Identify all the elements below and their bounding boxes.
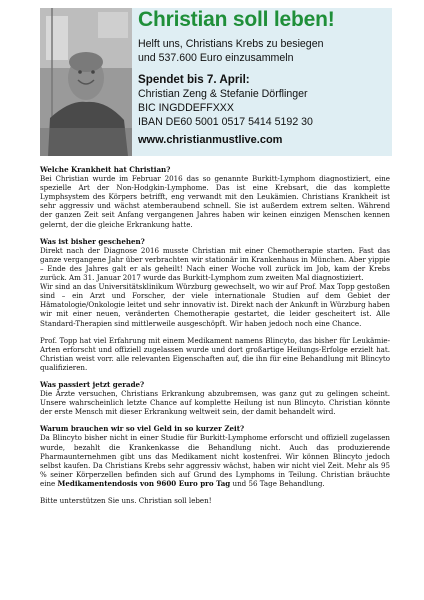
patient-portrait-image — [40, 8, 132, 156]
christian-photo — [40, 8, 132, 156]
section-body-current: Die Ärzte versuchen, Christians Erkrankung abzubremsen, was ganz gut zu gelingen scheint. Unsere wahrscheinlich letzte Chance auf komplette Heilung ist nun Blincyto. Christian könnte der erste Mensch mit dieser Erkrankung weltweit sein, der damit behandelt wird. — [40, 389, 390, 417]
bank-details — [138, 87, 313, 129]
money-text: Da Blincyto bisher nicht in einer Studie für Burkitt-Lymphome erforscht und offiziell zugelassen wurde, bezahlt die Krankenkasse die Behandlung nicht. Auch das produzierende Pharmaunternehmen gibt uns das Medikament nicht kostenfrei. Wir können Blincyto jedoch selbst kaufen. Da Christians Krebs sehr aggressiv wächst, haben wir nicht viel Zeit. Mehr als 95 % seiner Körperzellen befinden sich auf Grund des Lymphoms in Teilung. Christian bräuchte eine — [40, 433, 390, 488]
section-body-disease: Bei Christian wurde im Februar 2016 das so genannte Burkitt-Lymphom diagnostiziert, eine spezielle Art der Non-Hodgkin-Lymphome. Das ist eine Krebsart, die das komplette Lymphsystem des Körpers betrifft, eng verwandt mit den Leukämien. Christians Krankheit ist sehr aggressiv und wächst atemberaubend schnell. Sie ist außerdem extrem selten. Während der ganzen Zeit seit Anfang vergangenen Jahres haben wir keinen einzigen Menschen kennen gelernt, der die gleiche Erkrankung hatte. — [40, 174, 390, 229]
banner-subtitle-line1: Helft uns, Christians Krebs zu besiegen — [138, 38, 324, 50]
iban-code: IBAN DE60 5001 0517 5414 5192 30 — [138, 116, 313, 128]
closing-line: Bitte unterstützen Sie uns. Christian soll leben! — [40, 496, 212, 505]
money-text-end: Behandlung. — [276, 478, 325, 488]
section-heading-disease: Welche Krankheit hat Christian? — [40, 165, 171, 174]
money-text-mid: und — [230, 478, 249, 488]
treatment-days: 56 Tage — [248, 478, 277, 488]
banner-title: Christian soll leben! — [138, 8, 335, 31]
banner-subtitle-line2: und 537.600 Euro einzusammeln — [138, 52, 294, 64]
section-body-history-c: Prof. Topp hat viel Erfahrung mit einem Medikament namens Blincyto, das bisher für Leukämie-Arten erforscht und offiziell zugelassen wurde und dort großartige Heilungs-Erfolge erzielt hat. Christian weist vorr. alle relevanten Eigenschaften auf, die ihn für eine Behandlung mit Blincyto qualifizieren. — [40, 335, 390, 372]
donate-until: Spendet bis 7. April: — [138, 73, 250, 86]
section-heading-history: Was ist bisher geschehen? — [40, 236, 145, 246]
section-heading-money: Warum brauchen wir so viel Geld in so kurzer Zeit? — [40, 424, 245, 434]
website-link[interactable]: www.christianmustlive.com — [138, 134, 283, 146]
donation-banner — [40, 8, 392, 156]
bic-code: BIC INGDDEFFXXX — [138, 102, 234, 114]
section-heading-current: Was passiert jetzt gerade? — [40, 379, 145, 389]
section-body-money — [40, 433, 390, 488]
section-body-history-b: Wir sind an das Universitätsklinikum Würzburg gewechselt, wo wir auf Prof. Max Topp gestoßen sind – ein Arzt und Forscher, der viele internationale Studien auf dem Gebiet der Hämatologie/Onkologie leitet und sehr innovativ ist. Direkt nach der Ankunft in Würzburg haben wir mit einer neuen, veränderten Chemotherapie gestartet, die leider gescheitert ist. Alle Standard-Therapien sind mittlerweile ausgeschöpft. Wir haben jedoch noch eine Chance. — [40, 282, 390, 328]
dose-cost: Medikamentendosis von 9600 Euro pro Tag — [57, 478, 231, 488]
letter-body — [40, 165, 390, 513]
banner-subtitle — [138, 37, 323, 65]
account-holders: Christian Zeng & Stefanie Dörflinger — [138, 88, 308, 100]
section-body-history-a: Direkt nach der Diagnose 2016 musste Christian mit einer Chemotherapie starten. Fast das ganze vergangene Jahr über verbrachten wir stationär im Krankenhaus in München. Aber yippie – Ende des Jahres galt er als geheilt! Nach einer Woche voll zurück im Job, kam der Krebs zurück. Am 31. Januar 2017 wurde das Burkitt-Lymphom zum zweiten Mal diagnostiziert. — [40, 245, 390, 283]
